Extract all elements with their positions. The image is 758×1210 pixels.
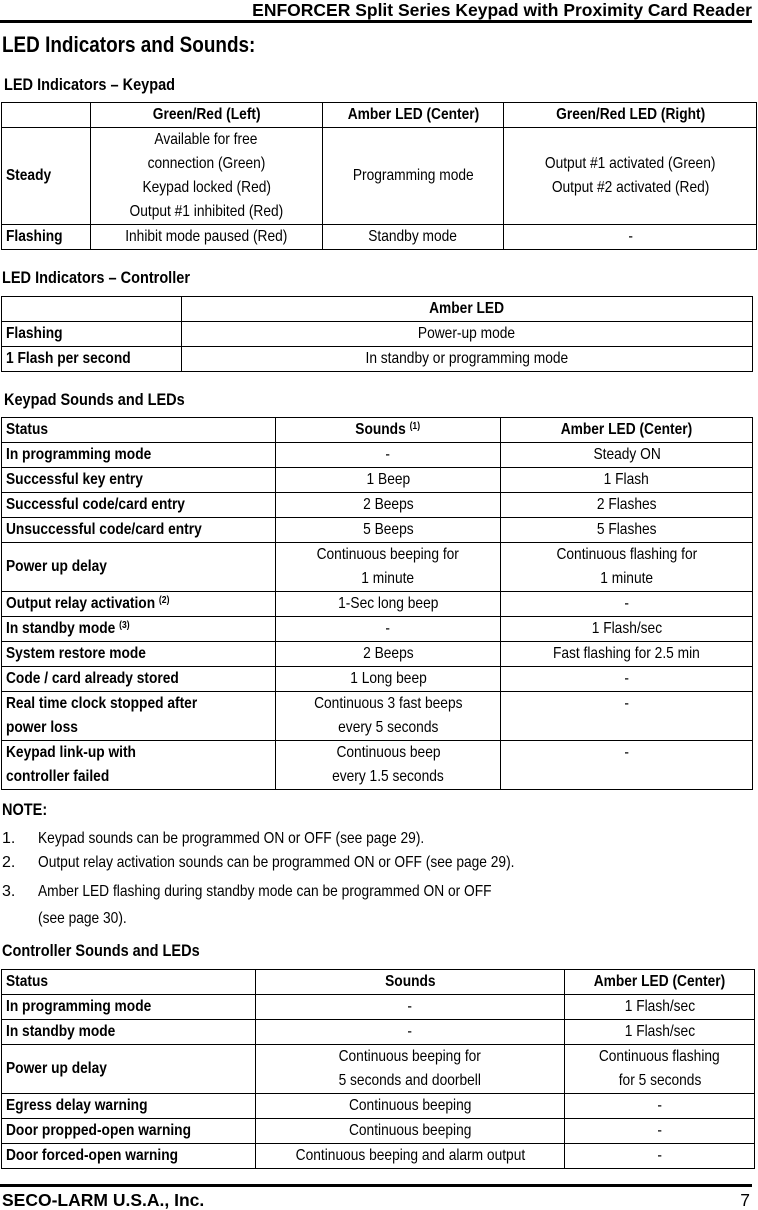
sound-cell: Continuous beeping xyxy=(348,1122,472,1139)
table-row xyxy=(2,741,753,790)
cell-value: Power-up mode xyxy=(418,325,516,342)
led-cell: 1 Flash xyxy=(604,471,650,488)
cell-value: In standby or programming mode xyxy=(365,350,569,367)
footnote-ref: (3) xyxy=(119,620,130,631)
controller-leds-table xyxy=(1,296,753,372)
table-row xyxy=(2,443,753,468)
controller-leds-heading: LED Indicators – Controller xyxy=(2,269,190,287)
sound-cell: - xyxy=(407,1023,413,1040)
table-row xyxy=(2,617,753,642)
controller-sounds-table xyxy=(1,969,755,1169)
status-cell: In standby mode xyxy=(6,1023,116,1040)
cell-value: Standby mode xyxy=(368,228,458,245)
table-row xyxy=(2,1020,755,1045)
table-row xyxy=(2,1045,755,1094)
table-row xyxy=(2,518,753,543)
status-cell: Door propped-open warning xyxy=(6,1122,191,1139)
sound-line: 5 seconds and doorbell xyxy=(338,1072,482,1089)
status-cell: Power up delay xyxy=(6,1060,107,1077)
table-row xyxy=(2,468,753,493)
table-row xyxy=(2,1119,755,1144)
col-header: Amber LED (Center) xyxy=(347,106,479,123)
status-cell: System restore mode xyxy=(6,645,146,662)
led-cell: 2 Flashes xyxy=(596,496,657,513)
table-row xyxy=(2,667,753,692)
sound-cell: 1-Sec long beep xyxy=(337,595,439,612)
led-cell: Fast flashing for 2.5 min xyxy=(553,645,701,662)
status-cell: In programming mode xyxy=(6,446,152,463)
status-cell: Egress delay warning xyxy=(6,1097,148,1114)
note-item xyxy=(2,853,592,873)
sound-cell: 2 Beeps xyxy=(362,496,414,513)
sound-line: every 1.5 seconds xyxy=(332,768,444,785)
note-item xyxy=(2,829,487,849)
footer-company: SECO-LARM U.S.A., Inc. xyxy=(2,1190,205,1210)
col-header: Amber LED (Center) xyxy=(593,973,726,990)
col-header: Green/Red (Left) xyxy=(152,106,261,123)
running-header: ENFORCER Split Series Keypad with Proximity Card Reader xyxy=(252,0,752,20)
sound-cell: Continuous beeping xyxy=(348,1097,472,1114)
status-cell: Door forced-open warning xyxy=(6,1147,178,1164)
status-line: power loss xyxy=(6,719,78,736)
col-header: Amber LED xyxy=(429,300,505,317)
page-number: 7 xyxy=(740,1190,750,1210)
note-number: 1. xyxy=(2,830,16,847)
note-item-continued xyxy=(2,909,141,929)
footnote-ref: (1) xyxy=(409,421,421,432)
keypad-leds-heading: LED Indicators – Keypad xyxy=(4,76,176,94)
page-title: LED Indicators and Sounds: xyxy=(2,32,256,57)
led-line: Continuous flashing for xyxy=(556,546,698,563)
table-row xyxy=(2,592,753,617)
col-header: Sounds xyxy=(384,973,436,990)
led-cell: 1 Flash/sec xyxy=(591,620,662,637)
col-header: Sounds xyxy=(355,421,407,438)
led-line: Continuous flashing xyxy=(599,1048,721,1065)
footnote-ref: (2) xyxy=(158,595,170,606)
table-header-row xyxy=(2,418,753,443)
row-label: 1 Flash per second xyxy=(6,350,131,367)
status-cell: Successful code/card entry xyxy=(6,496,185,513)
cell-line: Output #1 inhibited (Red) xyxy=(129,203,284,220)
led-cell: 1 Flash/sec xyxy=(624,1023,695,1040)
note-text: Amber LED flashing during standby mode can be programmed ON or OFF xyxy=(38,883,492,900)
status-cell: Power up delay xyxy=(6,558,107,575)
table-row xyxy=(2,225,757,250)
led-cell: - xyxy=(657,1147,662,1164)
led-line: for 5 seconds xyxy=(618,1072,701,1089)
table-row xyxy=(2,347,753,372)
sound-cell: 2 Beeps xyxy=(362,645,414,662)
note-item xyxy=(2,882,565,902)
sound-cell: Continuous beeping and alarm output xyxy=(295,1147,525,1164)
footer-rule xyxy=(0,1184,752,1187)
row-label: Steady xyxy=(6,167,52,184)
note-number: 3. xyxy=(2,883,16,900)
led-cell: - xyxy=(624,670,630,687)
sound-cell: 1 Long beep xyxy=(349,670,427,687)
sound-line: 1 minute xyxy=(361,570,415,587)
note-text: Output relay activation sounds can be programmed ON or OFF (see page 29). xyxy=(38,854,515,871)
keypad-sounds-table xyxy=(1,417,753,790)
col-header: Green/Red LED (Right) xyxy=(555,106,705,123)
cell-value: - xyxy=(627,228,633,245)
led-cell: 1 Flash/sec xyxy=(624,998,695,1015)
table-row xyxy=(2,128,757,225)
cell-value: Inhibit mode paused (Red) xyxy=(125,228,288,245)
keypad-sounds-heading: Keypad Sounds and LEDs xyxy=(4,391,185,409)
sound-line: Continuous beep xyxy=(336,744,441,761)
sound-line: Continuous beeping for xyxy=(338,1048,482,1065)
status-line: Keypad link-up with xyxy=(6,744,136,761)
note-number: 2. xyxy=(2,854,16,871)
led-cell: 5 Flashes xyxy=(596,521,657,538)
table-header-row xyxy=(2,297,753,322)
cell-line: Output #2 activated (Red) xyxy=(551,179,709,196)
row-label: Flashing xyxy=(6,325,63,342)
keypad-leds-table xyxy=(1,102,757,250)
table-row xyxy=(2,995,755,1020)
led-cell: - xyxy=(624,744,630,761)
table-row xyxy=(2,1094,755,1119)
table-header-row xyxy=(2,970,755,995)
controller-sounds-heading: Controller Sounds and LEDs xyxy=(2,942,200,960)
cell-line: Keypad locked (Red) xyxy=(141,179,271,196)
sound-cell: 1 Beep xyxy=(366,471,410,488)
sound-cell: - xyxy=(385,446,391,463)
cell-line: connection (Green) xyxy=(147,155,266,172)
note-text: (see page 30). xyxy=(38,910,127,927)
sound-cell: 5 Beeps xyxy=(362,521,414,538)
status-line: Real time clock stopped after xyxy=(6,695,198,712)
status-cell: Successful key entry xyxy=(6,471,143,488)
status-cell: Code / card already stored xyxy=(6,670,179,687)
status-line: controller failed xyxy=(6,768,110,785)
sound-cell: - xyxy=(407,998,413,1015)
led-cell: Steady ON xyxy=(593,446,661,463)
row-label: Flashing xyxy=(6,228,63,245)
table-row xyxy=(2,1144,755,1169)
status-cell: In standby mode xyxy=(6,620,116,637)
led-cell: - xyxy=(657,1097,662,1114)
sound-line: every 5 seconds xyxy=(337,719,439,736)
status-cell: Unsuccessful code/card entry xyxy=(6,521,202,538)
cell-line: Available for free xyxy=(154,131,258,148)
cell-line: Output #1 activated (Green) xyxy=(544,155,716,172)
status-cell: In programming mode xyxy=(6,998,152,1015)
led-cell: - xyxy=(624,595,630,612)
table-row xyxy=(2,543,753,592)
table-row xyxy=(2,642,753,667)
cell-value: Programming mode xyxy=(352,167,474,184)
led-cell: - xyxy=(624,695,630,712)
table-row xyxy=(2,692,753,741)
led-cell: - xyxy=(657,1122,662,1139)
col-header: Status xyxy=(6,421,49,438)
table-header-row xyxy=(2,103,757,128)
table-row xyxy=(2,322,753,347)
sound-line: Continuous 3 fast beeps xyxy=(313,695,463,712)
header-rule xyxy=(0,20,752,23)
notes-heading: NOTE: xyxy=(2,801,48,819)
col-header: Amber LED (Center) xyxy=(560,421,693,438)
sound-cell: - xyxy=(385,620,391,637)
status-cell: Output relay activation xyxy=(6,595,156,612)
col-header: Status xyxy=(6,973,49,990)
led-line: 1 minute xyxy=(600,570,654,587)
table-row xyxy=(2,493,753,518)
sound-line: Continuous beeping for xyxy=(316,546,460,563)
note-text: Keypad sounds can be programmed ON or OFF (see page 29). xyxy=(38,830,425,847)
